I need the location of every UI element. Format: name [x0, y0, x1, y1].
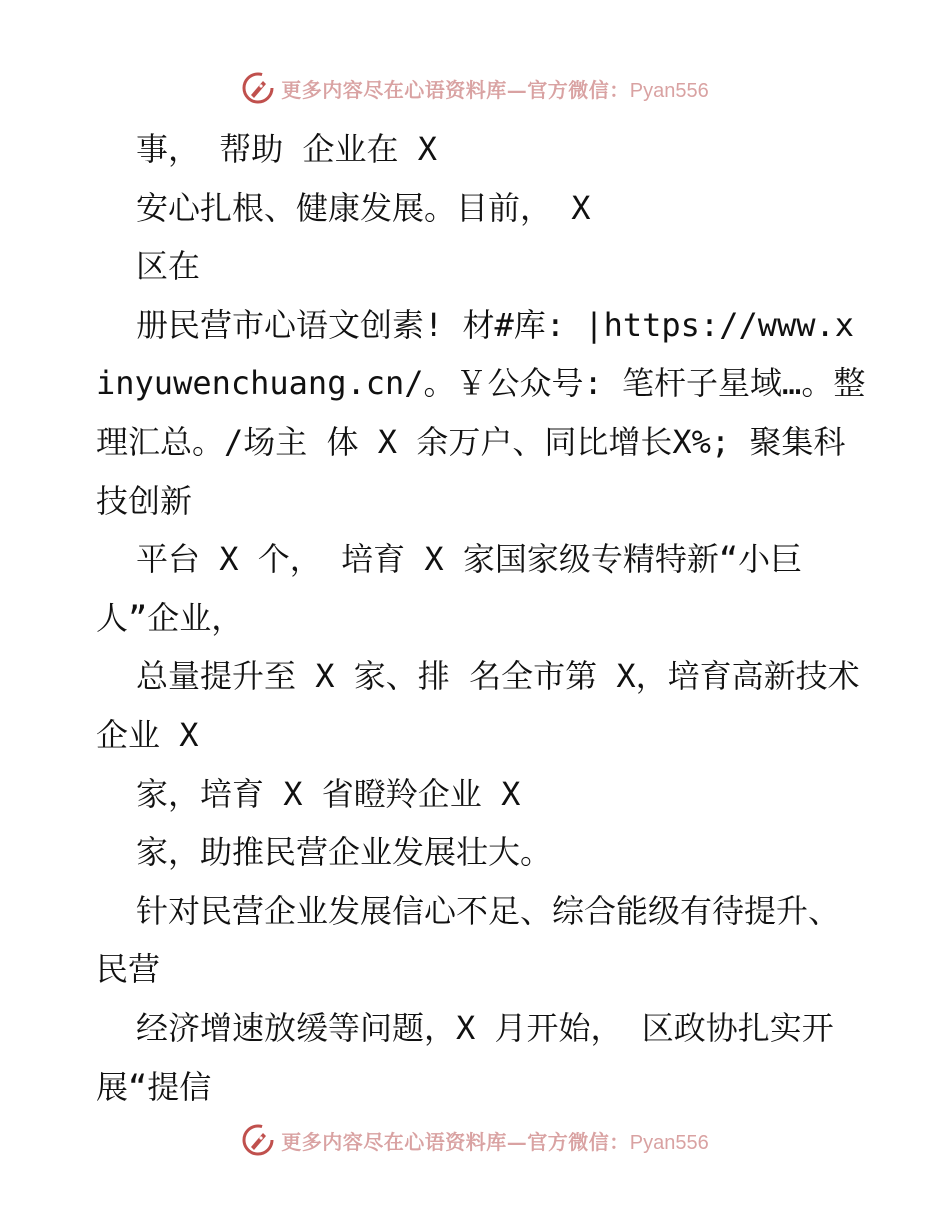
paragraph: 事， 帮助 企业在 X	[136, 130, 438, 168]
paragraph: 家，培育 X 省瞪羚企业 X	[136, 774, 521, 813]
paragraph: 册民营市心语文创素! 材#库: |https://www.xinyuwenchuang.cn/。￥公众号: 笔杆子星域…。整理汇总。/场主 体 X 余万户、同比增长X%; 聚集科技创新	[96, 305, 866, 520]
pen-nib-seal-icon	[241, 71, 275, 105]
paragraph: 经济增速放缓等问题，X 月开始， 区政协扎实开展“提信	[96, 1008, 834, 1106]
paragraph: 区在	[136, 247, 201, 286]
paragraph: 总量提升至 X 家、排 名全市第 X，培育高新技术企业 X	[96, 657, 860, 754]
document-body	[96, 120, 866, 1116]
pen-nib-seal-icon	[241, 1123, 275, 1157]
paragraph: 安心扎根、健康发展。目前， X	[136, 188, 591, 227]
watermark-text: 更多内容尽在心语资料库—官方微信：Pyan556	[281, 77, 709, 102]
watermark-text: 更多内容尽在心语资料库—官方微信：Pyan556	[281, 1129, 709, 1154]
watermark-banner-top	[0, 68, 950, 108]
paragraph: 平台 X 个， 培育 X 家国家级专精特新“小巨人”企业，	[96, 540, 803, 637]
paragraph: 家，助推民营企业发展壮大。	[136, 833, 553, 872]
watermark-banner-bottom	[0, 1120, 950, 1160]
paragraph: 针对民营企业发展信心不足、综合能级有待提升、民营	[96, 891, 841, 989]
